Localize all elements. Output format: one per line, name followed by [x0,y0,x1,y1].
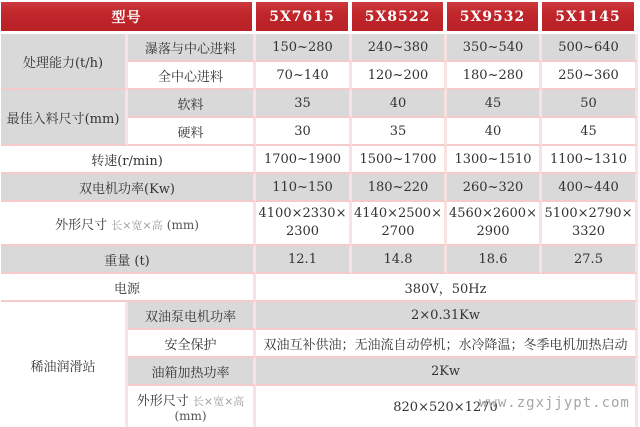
spec-value: 30 [256,118,352,146]
spec-value: 4140×2500×2700 [352,202,447,246]
dimensions-row [1,202,638,246]
spec-value: 1100~1310 [542,146,638,174]
row-label: 软料 [128,90,256,118]
spec-value: 40 [447,118,542,146]
spec-value: 35 [256,90,352,118]
spec-value: 35 [352,118,447,146]
lube-dimensions-unit-label: (mm) [174,409,207,423]
spec-value: 45 [447,90,542,118]
dimensions-lwh-label: 长×宽×高 [111,218,163,232]
spec-value: 14.8 [352,246,447,274]
row-group-label-capacity: 处理能力(t/h) [1,34,128,90]
spec-value: 250~360 [542,62,638,90]
spec-value: 180~220 [352,174,447,202]
spec-value: 1500~1700 [352,146,447,174]
row-label-dimensions [1,202,256,246]
spec-value: 350~540 [447,34,542,62]
spec-value: 70~140 [256,62,352,90]
feed-size-row-1 [1,90,638,118]
model-name-cell: 5X7615 [256,2,352,34]
speed-row [1,146,638,174]
header-row [1,2,638,34]
spec-value: 110~150 [256,174,352,202]
spec-table [1,2,638,427]
row-label-weight: 重量 (t) [1,246,256,274]
row-label: 安全保护 [128,330,256,358]
model-header-cell: 型号 [1,2,256,34]
spec-value: 150~280 [256,34,352,62]
spec-value: 5100×2790×3320 [542,202,638,246]
watermark-url: www.zgxjjypt.com [479,395,630,411]
row-label: 硬料 [128,118,256,146]
model-name-cell: 5X1145 [542,2,638,34]
spec-value: 27.5 [542,246,638,274]
row-label-speed: 转速(r/min) [1,146,256,174]
spec-value-wide: 2Kw [256,358,638,386]
capacity-row-1 [1,34,638,62]
spec-value: 1300~1510 [447,146,542,174]
row-label-lube-dimensions [128,386,256,427]
spec-value: 40 [352,90,447,118]
dimensions-label: 外形尺寸 [55,217,108,233]
spec-value-wide: 820×520×1270 [256,386,638,427]
lube-pump-row [1,302,638,330]
spec-value: 4100×2330×2300 [256,202,352,246]
spec-value-wide: 380V，50Hz [256,274,638,302]
motor-power-row [1,174,638,202]
row-label: 全中心进料 [128,62,256,90]
spec-value: 180~280 [447,62,542,90]
row-label: 瀑落与中心进料 [128,34,256,62]
spec-value: 45 [542,118,638,146]
row-group-label-feed-size: 最佳入料尺寸(mm) [1,90,128,146]
spec-value: 1700~1900 [256,146,352,174]
row-label: 油箱加热功率 [128,358,256,386]
lube-dimensions-lwh-label: 长×宽×高 [192,395,245,408]
spec-value: 50 [542,90,638,118]
spec-value: 18.6 [447,246,542,274]
spec-value: 240~380 [352,34,447,62]
model-name-cell: 5X8522 [352,2,447,34]
spec-value: 400~440 [542,174,638,202]
row-label-motor-power: 双电机功率(Kw) [1,174,256,202]
dimensions-unit-label: (mm) [166,217,199,232]
spec-value-wide: 2×0.31Kw [256,302,638,330]
spec-value: 260~320 [447,174,542,202]
row-group-label-lubrication: 稀油润滑站 [1,302,128,427]
row-label: 双油泵电机功率 [128,302,256,330]
spec-value: 12.1 [256,246,352,274]
spec-value: 4560×2600×2900 [447,202,542,246]
spec-value-wide: 双油互补供油；无油流自动停机；水冷降温；冬季电机加热启动 [256,330,638,358]
spec-value: 500~640 [542,34,638,62]
lube-dimensions-label: 外形尺寸 [136,394,189,409]
spec-value: 120~200 [352,62,447,90]
row-label-power-supply: 电源 [1,274,256,302]
power-supply-row [1,274,638,302]
model-name-cell: 5X9532 [447,2,542,34]
weight-row [1,246,638,274]
